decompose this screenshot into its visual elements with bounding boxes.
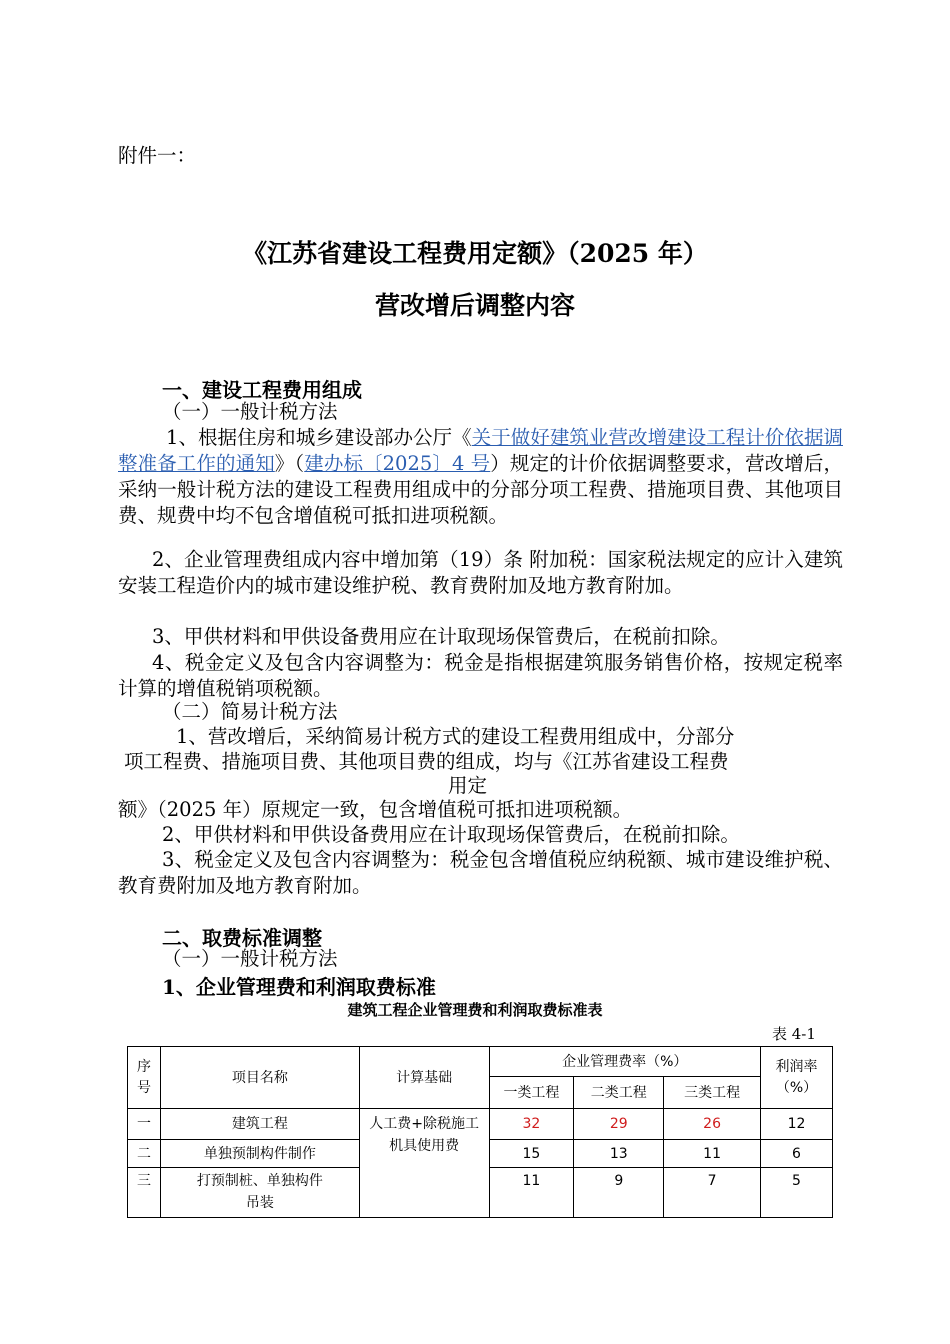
simple-item3: 3、税金定义及包含内容调整为：税金包含增值税应纳税额、城市建设维护税、教育费附加及地方教育附加。	[118, 848, 843, 897]
document-number-link[interactable]: 建办标〔2025〕4 号	[304, 452, 491, 475]
calc-basis-cell: 人工费+除税施工机具使用费	[359, 1109, 489, 1218]
item1-prefix: 1、根据住房和城乡建设部办公厅《	[166, 426, 472, 449]
row-class2-rate: 13	[574, 1140, 664, 1168]
section1-item3: 3、甲供材料和甲供设备费用应在计取现场保管费后，在税前扣除。	[152, 625, 730, 648]
row-seq: 三	[128, 1168, 161, 1218]
row-class1-rate: 15	[489, 1140, 574, 1168]
row-seq: 一	[128, 1109, 161, 1140]
notice-link[interactable]: 关于做好建筑业营改增建设工程计价依据调整准备工作的通知	[118, 426, 843, 475]
header-class2: 二类工程	[574, 1077, 664, 1109]
header-name: 项目名称	[160, 1047, 359, 1109]
row-name: 单独预制构件制作	[160, 1140, 359, 1168]
row-name: 打预制桩、单独构件吊装	[160, 1168, 359, 1218]
header-mgmt-rate: 企业管理费率（%）	[489, 1047, 760, 1077]
item1-mid: 》（	[274, 452, 305, 475]
row-class3-rate: 7	[664, 1168, 761, 1218]
simple-item1-line2: 项工程费、措施项目费、其他项目费的组成，均与《江苏省建设工程费	[124, 750, 729, 773]
section1-sub1: （一）一般计税方法	[162, 400, 338, 423]
row-profit-rate: 5	[761, 1168, 833, 1218]
item1-suffix: ）规定的计价依据调整要求，营改增后，采纳一般计税方法的建设工程费用组成中的分部分项工程费、措施项目费、其他项目费、规费中均不包含增值税可抵扣进项税额。	[118, 452, 843, 527]
simple-item1-line4: 额》（2025 年）原规定一致，包含增值税可抵扣进项税额。	[118, 798, 633, 821]
row-name: 建筑工程	[160, 1109, 359, 1140]
row-seq: 二	[128, 1140, 161, 1168]
row-class1-rate: 11	[489, 1168, 574, 1218]
section2-item1: 1、企业管理费和利润取费标准	[162, 975, 436, 999]
row-profit-rate: 6	[761, 1140, 833, 1168]
table-row	[128, 1109, 833, 1140]
table-number: 表 4-1	[772, 1025, 816, 1043]
table-caption: 建筑工程企业管理费和利润取费标准表	[347, 1001, 603, 1019]
section2-heading: 二、取费标准调整	[162, 926, 322, 950]
section1-item1	[118, 425, 843, 529]
section2-sub1: （一）一般计税方法	[162, 947, 338, 970]
row-class2-rate: 9	[574, 1168, 664, 1218]
header-class3: 三类工程	[664, 1077, 761, 1109]
fee-rate-table	[127, 1046, 833, 1218]
header-class1: 一类工程	[489, 1077, 574, 1109]
row-class2-rate: 29	[574, 1109, 664, 1140]
attachment-label: 附件一：	[118, 144, 197, 167]
document-title: 《江苏省建设工程费用定额》（2025 年）	[242, 239, 708, 268]
section1-item2: 2、企业管理费组成内容中增加第（19）条 附加税：国家税法规定的应计入建筑安装工程造价内的城市建设维护税、教育费附加及地方教育附加。	[118, 548, 843, 597]
simple-item2: 2、甲供材料和甲供设备费用应在计取现场保管费后，在税前扣除。	[162, 823, 740, 846]
row-class3-rate: 11	[664, 1140, 761, 1168]
section1-sub2: （二）简易计税方法	[162, 700, 338, 723]
simple-item1-line1: 1、营改增后，采纳简易计税方式的建设工程费用组成中，分部分	[176, 725, 735, 748]
document-subtitle: 营改增后调整内容	[374, 291, 575, 320]
simple-item1-line3: 用定	[448, 774, 488, 797]
section1-item4: 4、税金定义及包含内容调整为：税金是指根据建筑服务销售价格，按规定税率计算的增值税销项税额。	[118, 651, 843, 700]
header-seq: 序号	[128, 1047, 161, 1109]
row-class3-rate: 26	[664, 1109, 761, 1140]
header-basis: 计算基础	[359, 1047, 489, 1109]
row-class1-rate: 32	[489, 1109, 574, 1140]
section1-heading: 一、建设工程费用组成	[162, 378, 362, 402]
row-profit-rate: 12	[761, 1109, 833, 1140]
header-profit-rate: 利润率（%）	[761, 1047, 833, 1109]
